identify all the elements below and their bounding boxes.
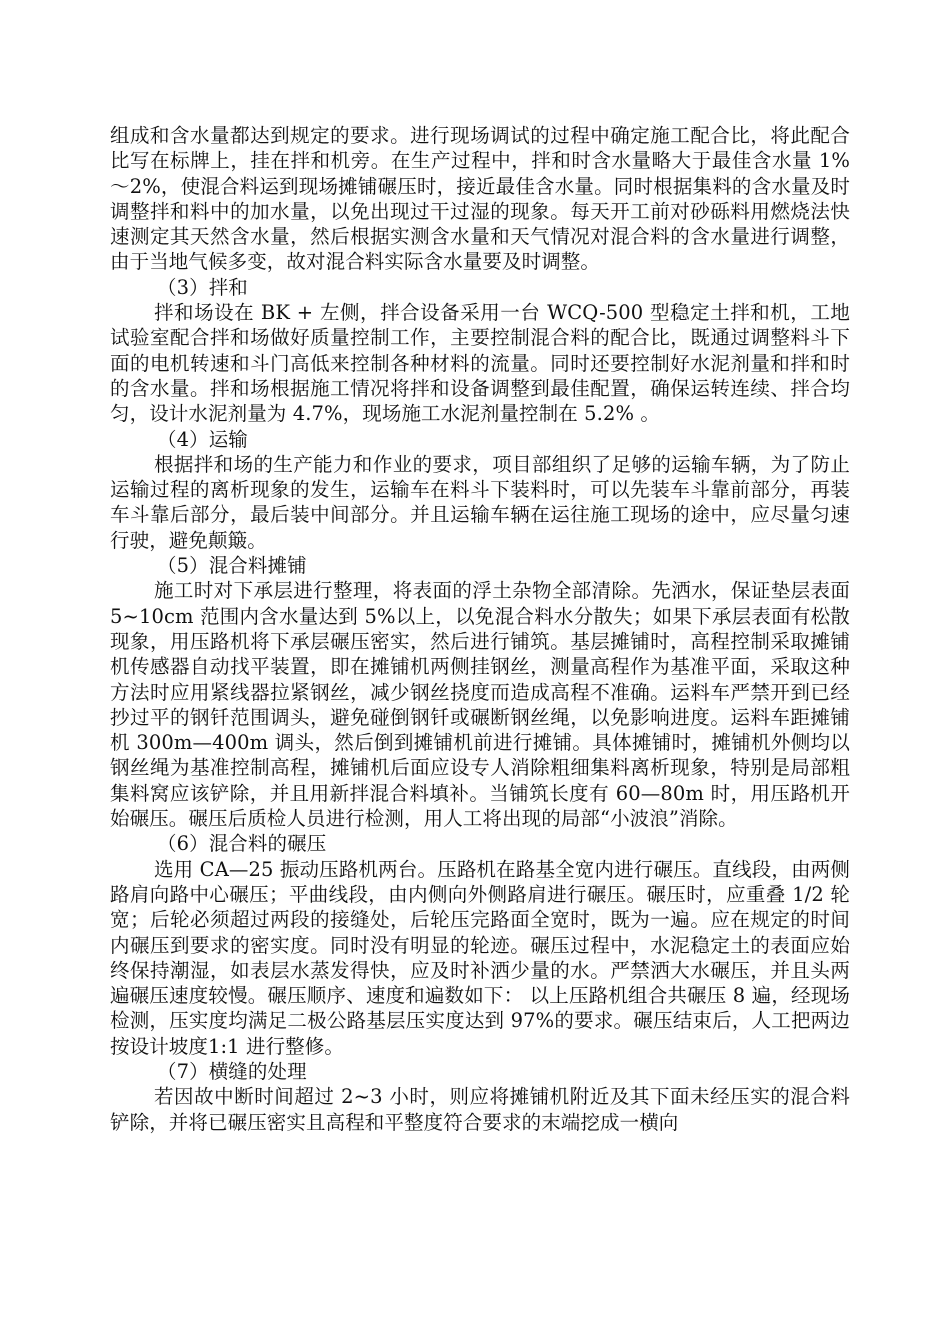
section-heading-mixing: （3）拌和 — [157, 275, 248, 299]
paragraph-paving: 施工时对下承层进行整理，将表面的浮土杂物全部清除。先洒水，保证垫层表面 5~10cm 范围内含水量达到 5%以上，以免混合料水分散失；如果下承层表面有松散现象，用压路机将下承层碾压密实，然后进行铺筑。基层摊铺时，高程控制采取摊铺机传感器自动找平装置，即在摊铺机两侧挂钢丝，测量高程作为基准平面，采取这种方法时应用紧线器拉紧钢丝，减少钢丝挠度而造成高程不准确。运料车严禁开到已经抄过平的钢钎范围调头，避免碰倒钢钎或碾断钢丝绳，以免影响进度。运料车距摊铺机 300m—400m 调头，然后倒到摊铺机前进行摊铺。具体摊铺时，摊铺机外侧均以钢丝绳为基准控制高程，摊铺机后面应设专人消除粗细集料离析现象，特别是局部粗集料窝应该铲除，并且用新拌混合料填补。当铺筑长度有 60—80m 时，用压路机开始碾压。碾压后质检人员进行检测，用人工将出现的局部“小波浪”消除。 — [110, 579, 850, 831]
section-heading-transport: （4）运输 — [157, 427, 248, 451]
paragraph-compaction: 选用 CA—25 振动压路机两台。压路机在路基全宽内进行碾压。直线段，由两侧路肩向路中心碾压；平曲线段，由内侧向外侧路肩进行碾压。碾压时，应重叠 1/2 轮宽；后轮必须超过两段的接缝处，后轮压完路面全宽时，既为一遍。应在规定的时间内碾压到要求的密实度。同时没有明显的轮迹。碾压过程中，水泥稳定土的表面应始终保持潮湿，如表层水蒸发得快，应及时补洒少量的水。严禁洒大水碾压，并且头两遍碾压速度较慢。碾压顺序、速度和遍数如下： 以上压路机组合共碾压 8 遍，经现场检测，压实度均满足二极公路基层压实度达到 97%的要求。碾压结束后，人工把两边按设计坡度1:1 进行整修。 — [110, 857, 850, 1058]
paragraph-transport: 根据拌和场的生产能力和作业的要求，项目部组织了足够的运输车辆，为了防止运输过程的离析现象的发生，运输车在料斗下装料时，可以先装车斗靠前部分，再装车斗靠后部分，最后装中间部分。并且运输车辆在运往施工现场的途中，应尽量匀速行驶，避免颠簸。 — [110, 452, 850, 552]
document-body — [110, 123, 850, 1135]
paragraph-transverse-joint: 若因故中断时间超过 2~3 小时，则应将摊铺机附近及其下面未经压实的混合料铲除，并将已碾压密实且高程和平整度符合要求的末端挖成一横向 — [110, 1085, 850, 1134]
section-heading-compaction: （6）混合料的碾压 — [157, 832, 327, 856]
section-heading-paving: （5）混合料摊铺 — [157, 554, 307, 578]
section-heading-transverse-joint: （7）横缝的处理 — [157, 1059, 307, 1083]
paragraph-mixing-water-content: 组成和含水量都达到规定的要求。进行现场调试的过程中确定施工配合比，将此配合比写在标牌上，挂在拌和机旁。在生产过程中，拌和时含水量略大于最佳含水量 1%～2%，使混合料运到现场摊铺碾压时，接近最佳含水量。同时根据集料的含水量及时调整拌和料中的加水量，以免出现过干过湿的现象。每天开工前对砂砾料用燃烧法快速测定其天然含水量，然后根据实测含水量和天气情况对混合料的含水量进行调整，由于当地气候多变，故对混合料实际含水量要及时调整。 — [110, 124, 850, 274]
paragraph-mixing-station: 拌和场设在 BK + 左侧，拌合设备采用一台 WCQ-500 型稳定土拌和机，工地试验室配合拌和场做好质量控制工作，主要控制混合料的配合比，既通过调整料斗下面的电机转速和斗门高低来控制各种材料的流量。同时还要控制好水泥剂量和拌和时的含水量。拌和场根据施工情况将拌和设备调整到最佳配置，确保运转连续、拌合均匀，设计水泥剂量为 4.7%，现场施工水泥剂量控制在 5.2% 。 — [110, 301, 850, 426]
